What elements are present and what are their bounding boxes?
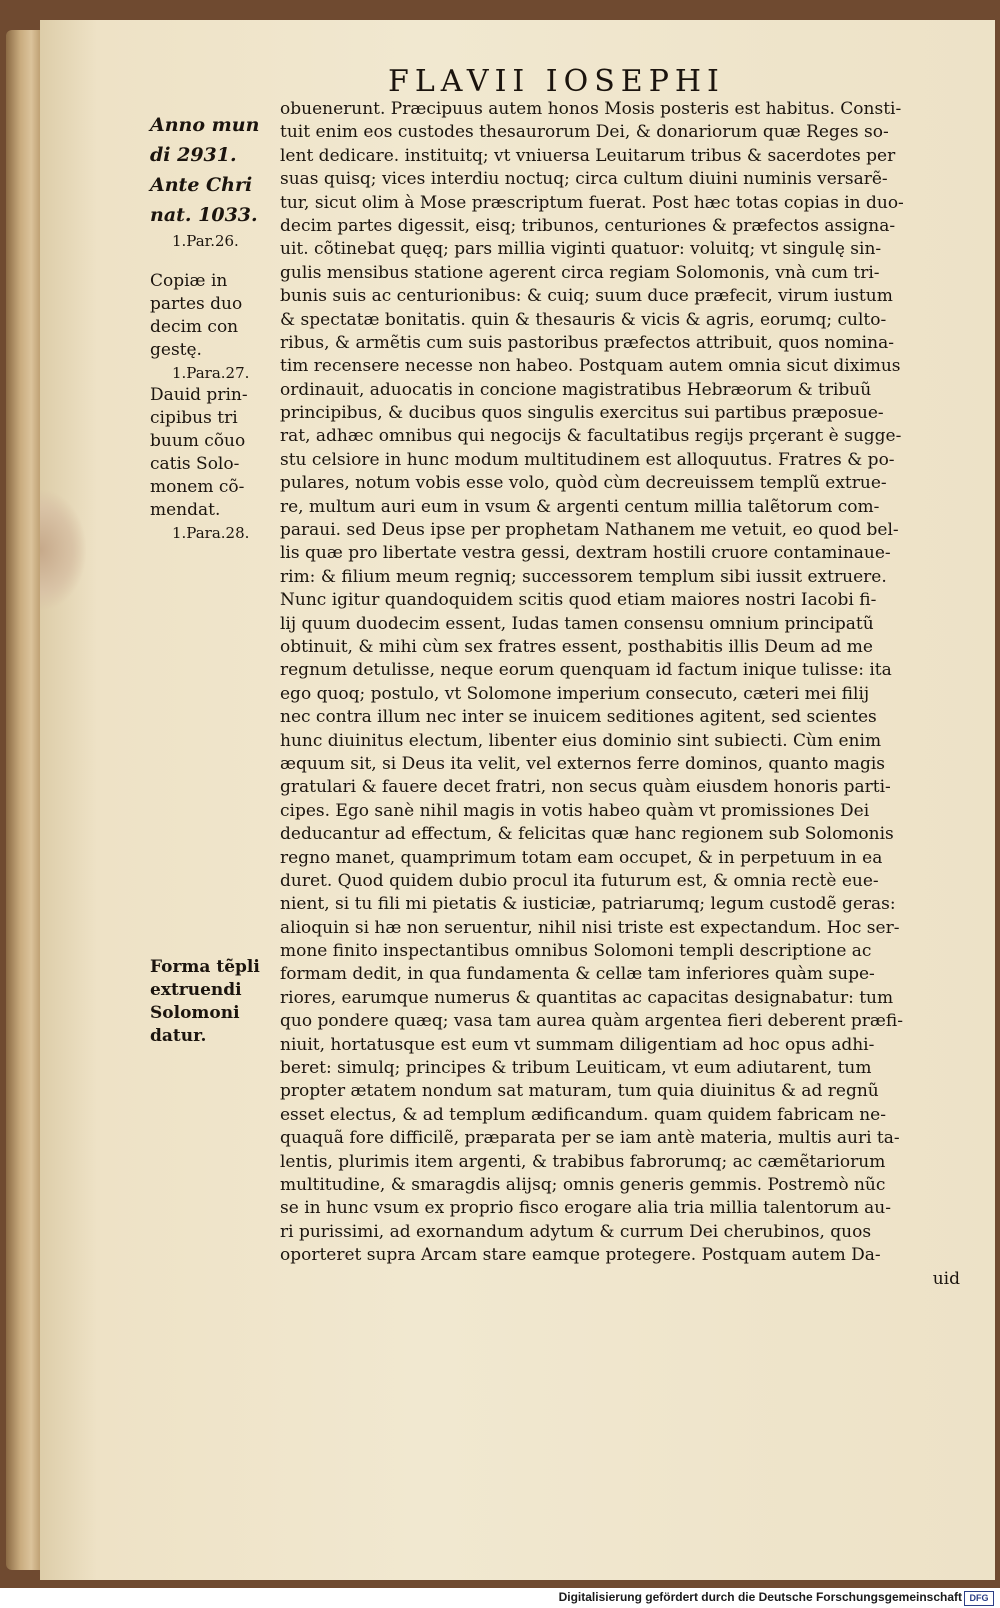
text-line: rat, adhæc omnibus qui negocijs & facultatibus regijs prçerant è sugge- [280,426,902,447]
page-edge-stack [6,30,42,1570]
main-text-column [280,98,960,1291]
margin-note [150,252,280,270]
text-line: Nunc igitur quandoquidem scitis quod etiam maiores nostri Iacobi fi- [280,590,877,611]
margin-note: partes duo [150,294,243,314]
text-line: multitudine, & smaragdis alijsq; omnis generis gemmis. Postremò nũc [280,1174,886,1195]
text-line: gulis mensibus statione agerent circa regiam Solomonis, vnà cum tri- [280,262,880,283]
text-line: ri purissimi, ad exornandum adytum & currum Dei cherubinos, quos [280,1221,872,1242]
text-line: oporteret supra Arcam stare eamque protegere. Postquam autem Da- [280,1245,881,1266]
text-line: æquum sit, si Deus ita velit, vel externos ferre dominos, quanto magis [280,753,886,774]
margin-note: mendat. [150,500,221,520]
text-line: ego quoq; postulo, vt Solomone imperium consecuto, cæteri mei filij [280,683,870,704]
text-line: esset electus, & ad templum ædificandum. quam quidem fabricam ne- [280,1104,886,1125]
text-line: mone finito inspectantibus omnibus Solomoni templi descriptione ac [280,941,872,962]
margin-note: Copiæ in [150,271,228,291]
margin-note: gestę. [150,340,202,360]
margin-note: buum cõuo [150,431,246,451]
text-line: hunc diuinitus electum, libenter eius dominio sint subiecti. Cùm enim [280,730,882,751]
margin-note: nat. 1033. [150,204,258,226]
text-line: cipes. Ego sanè nihil magis in votis habeo quàm vt promissiones Dei [280,800,870,821]
text-line: se in hunc vsum ex proprio fisco erogare alia tria millia talentorum au- [280,1198,891,1219]
margin-notes [150,110,280,1046]
margin-note: datur. [150,1026,207,1046]
footer-credit: Digitalisierung gefördert durch die Deutsche Forschungsgemeinschaft [558,1590,962,1604]
text-line: gratulari & fauere decet fratri, non secus quàm eiusdem honoris parti- [280,777,891,798]
text-line: uid [932,1268,960,1289]
text-line: suas quisq; vices interdiu noctuq; circa cultum diuini numinis versarẽ- [280,169,888,190]
margin-note: Solomoni [150,1003,240,1023]
text-line: alioquin si hæ non seruentur, nihil nisi triste est expectandum. Hoc ser- [280,917,900,938]
margin-note: Anno mun [150,114,260,136]
text-line: quaquã fore difficilẽ, præparata per se iam antè materia, multis auri ta- [280,1128,900,1149]
text-line: ordinauit, aduocatis in concione magistratibus Hebræorum & tribuũ [280,379,872,400]
text-line: lis quæ pro libertate vestra gessi, dextram hostili cruore contaminaue- [280,543,891,564]
margin-note-group [150,956,260,1048]
text-line: nec contra illum nec inter se inuicem seditiones agitent, sed scientes [280,707,877,728]
text-line: bunis suis ac centurionibus: & cuiq; suum duce præfecit, virum iustum [280,286,893,307]
margin-note: 1.Para.27. [172,364,250,382]
text-line: lij quum duodecim essent, Iudas tamen consensu omnium principatũ [280,613,874,634]
text-line: regnum detulisse, neque eorum quenquam id factum inique tulisse: ita [280,660,892,681]
margin-note: di 2931. [150,144,237,166]
margin-note: cipibus tri [150,408,238,428]
text-line: uit. cõtinebat quęq; pars millia viginti quatuor: voluitq; vt singulę sin- [280,239,882,260]
text-line: formam dedit, in qua fundamenta & cellæ tam inferiores quàm supe- [280,964,875,985]
text-line: regno manet, quamprimum totam eam occupet, & in perpetuum in ea [280,847,883,868]
text-line: lent dedicare. instituitq; vt vniuersa Leuitarum tribus & sacerdotes per [280,145,896,166]
margin-note: monem cõ- [150,477,245,497]
margin-note: Forma tẽpli [150,957,260,977]
margin-note: extruendi [150,980,242,1000]
margin-note: catis Solo- [150,454,240,474]
margin-note: Ante Chri [150,174,253,196]
text-line: rim: & filium meum regniq; successorem templum sibi iussit extruere. [280,566,887,587]
text-line: niuit, hortatusque est eum vt summam diligentiam ad hoc opus adhi- [280,1034,875,1055]
text-line: obtinuit, & mihi cùm sex fratres essent, posthabitis illis Deum ad me [280,636,873,657]
text-line: tuit enim eos custodes thesaurorum Dei, & donariorum quæ Reges so- [280,122,889,143]
text-line: lentis, plurimis item argenti, & trabibus fabrorumq; ac cæmẽtariorum [280,1151,886,1172]
text-line: beret: simulq; principes & tribum Leuiticam, vt eum adiutarent, tum [280,1058,872,1079]
text-line: riores, earumque numerus & quantitas ac capacitas designabatur: tum [280,987,894,1008]
text-line: paraui. sed Deus ipse per prophetam Nathanem me vetuit, eo quod bel- [280,520,899,541]
dfg-logo: DFG [964,1591,994,1606]
margin-note: Dauid prin- [150,385,248,405]
text-line: pulares, notum vobis esse volo, quòd cùm decreuissem templũ extrue- [280,473,887,494]
text-line: obuenerunt. Præcipuus autem honos Mosis posteris est habitus. Consti- [280,99,902,119]
text-line: re, multum auri eum in vsum & argenti centum millia talẽtorum com- [280,496,880,517]
text-line: tim recensere necesse non habeo. Postquam autem omnia sicut diximus [280,356,901,377]
text-line: stu celsiore in hunc modum multitudinem est alloquutus. Fratres & po- [280,449,895,470]
text-line: ribus, & armẽtis cum suis pastoribus præfectos attribuit, quos nomina- [280,332,894,353]
footer-bar [0,1588,1000,1608]
text-line: quo pondere quæq; vasa tam aurea quàm argentea fieri deberent præfi- [280,1011,903,1032]
text-line: & spectatæ bonitatis. quin & thesauris & vicis & agris, eorumq; culto- [280,309,887,330]
margin-note: decim con [150,317,239,337]
margin-note: 1.Para.28. [172,524,250,542]
text-line: duret. Quod quidem dubio procul ita futurum est, & omnia rectè eue- [280,870,879,891]
text-line: tur, sicut olim à Mose præscriptum fuerat. Post hæc totas copias in duo- [280,192,904,213]
text-line: propter ætatem nondum sat maturam, tum quia diuinitus & ad regnũ [280,1081,879,1102]
text-line: principibus, & ducibus quos singulis exercitus sui partibus præposue- [280,403,884,424]
text-line: nient, si tu fili mi pietatis & iusticiæ, patriarumq; legum custodẽ geras: [280,894,896,915]
text-line: decim partes digessit, eisq; tribunos, centuriones & præfectos assigna- [280,215,896,236]
running-head: FLAVII IOSEPHI [388,64,725,99]
bookmark-tab [40,490,86,610]
text-line: deducantur ad effectum, & felicitas quæ hanc regionem sub Solomonis [280,824,894,845]
margin-note: 1.Par.26. [172,232,239,250]
